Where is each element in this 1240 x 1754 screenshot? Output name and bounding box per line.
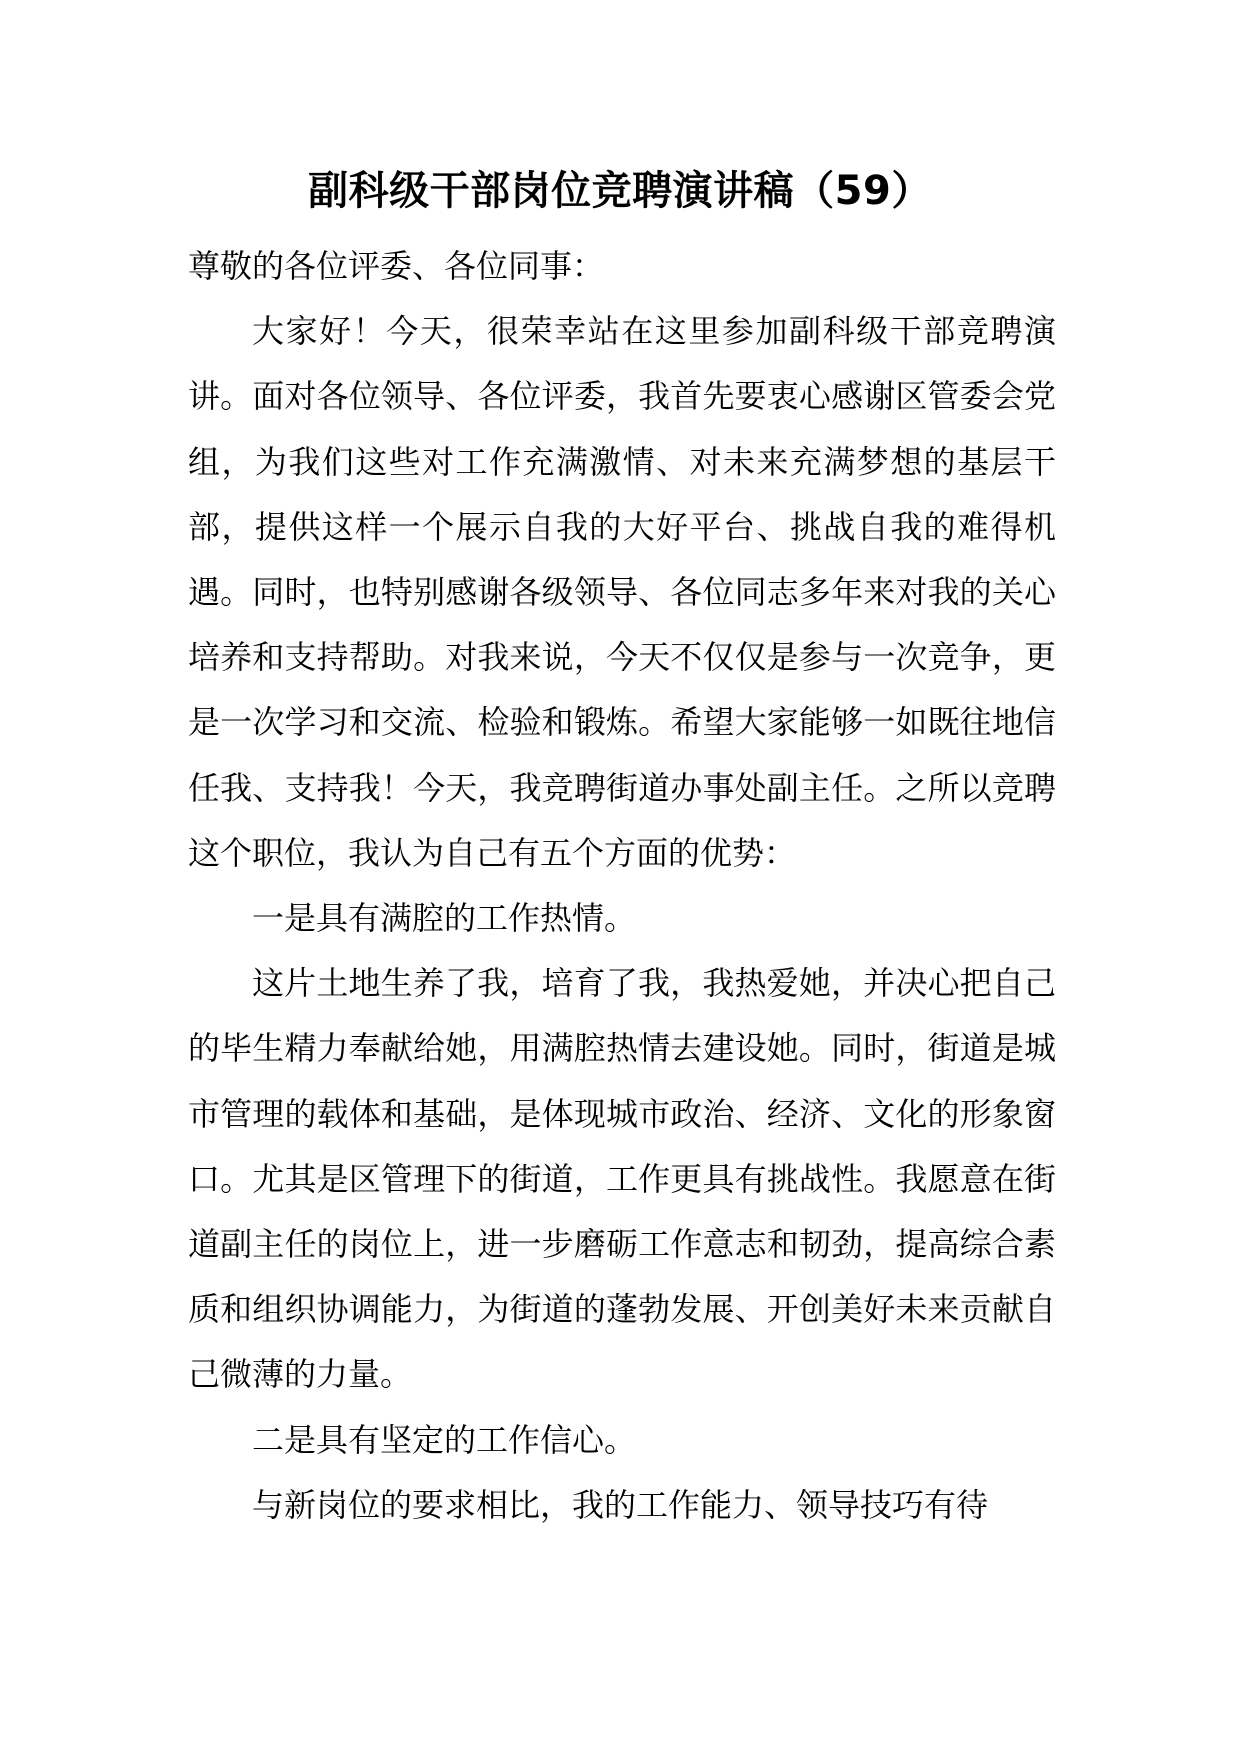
- paragraph-passion: 这片土地生养了我，培育了我，我热爱她，并决心把自己的毕生精力奉献给她，用满腔热情去建设她。同时，街道是城市管理的载体和基础，是体现城市政治、经济、文化的形象窗口。尤其是区管理下的街道，工作更具有挑战性。我愿意在街道副主任的岗位上，进一步磨砺工作意志和韧劲，提高综合素质和组织协调能力，为街道的蓬勃发展、开创美好未来贡献自己微薄的力量。: [188, 964, 1056, 1394]
- paragraph-opening: 大家好！今天，很荣幸站在这里参加副科级干部竞聘演讲。面对各位领导、各位评委，我首先要衷心感谢区管委会党组，为我们这些对工作充满激情、对未来充满梦想的基层干部，提供这样一个展示自我的大好平台、挑战自我的难得机遇。同时，也特别感谢各级领导、各位同志多年来对我的关心培养和支持帮助。对我来说，今天不仅仅是参与一次竞争，更是一次学习和交流、检验和锻炼。希望大家能够一如既往地信任我、支持我！今天，我竞聘街道办事处副主任。之所以竞聘这个职位，我认为自己有五个方面的优势：: [188, 312, 1056, 872]
- page-title: 副科级干部岗位竞聘演讲稿（59）: [308, 168, 932, 214]
- paragraph-confidence: 与新岗位的要求相比，我的工作能力、领导技巧有待: [252, 1485, 989, 1524]
- section-heading-2: 二是具有坚定的工作信心。: [252, 1420, 637, 1459]
- salutation: 尊敬的各位评委、各位同事：: [188, 247, 605, 285]
- document-body: [188, 234, 1056, 1538]
- section-heading-1: 一是具有满腔的工作热情。: [252, 899, 637, 938]
